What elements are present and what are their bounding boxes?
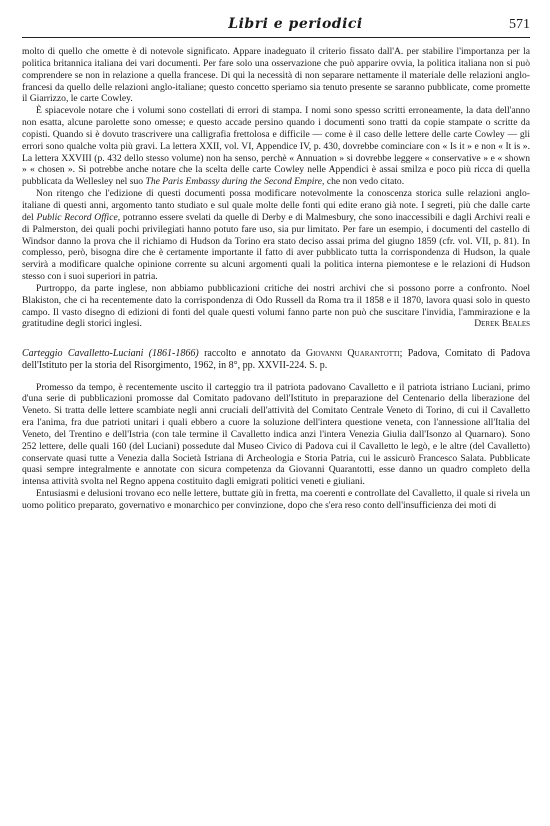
page-number: 571 <box>508 17 530 32</box>
running-head-title: Libri e periodici <box>228 16 363 32</box>
book-title: The Paris Embassy during the Second Empire, <box>145 176 325 188</box>
review-beales <box>22 46 530 330</box>
paragraph: È spiacevole notare che i volumi sono costellati di errori di stampa. I nomi sono spesso scritti erroneamente, la data dell'anno non esatta, alcune parolette sono omesse; e questo accade persino quando i documenti sono tratti da copie stampate o scritte da copisti. Quando si è dovuto trascrivere una calligrafia frettolosa e difficile — come è il caso delle lettere delle carte Cowley — gli errori sono qualche volta più gravi. La lettera XXII, vol. VI, Appendice IV, p. 430, dovrebbe cominciare con « Is it » e non « It is ». La lettera XXVIII (p. 432 dello stesso volume) non ha senso, perchè « Annuation » si dovrebbe leggere « conservative » e « shown » « chosen ». Si potrebbe anche notare che la scelta delle carte Cowley nelle Appendici è assai smilza e poco più ricca di quella pubblicata da Wellesley nel suo The Paris Embassy during the Second Empire, che non vedo citato. <box>22 105 530 188</box>
paragraph: Purtroppo, da parte inglese, non abbiamo pubblicazioni critiche dei nostri archivi che si possono porre a confronto. Noel Blakiston, che ci ha recentemente dato la corrispondenza di Odo Russell da Roma tra il 1858 e il 1870, lavora quasi solo in questo campo. Il vasto disegno di edizioni di fonti del quale questi volumi fanno parte non può che suscitare l'invidia, l'ammirazione e la gratitudine degli storici inglesi. <box>22 282 530 330</box>
paragraph: Promesso da tempo, è recentemente uscito il carteggio tra il patriota padovano Cavalletto e il patriota istriano Luciani, primo d'una serie di pubblicazioni promosse dal Comitato padovano dell'Istituto in preparazione del Centenario della liberazione del Veneto. Si tratta delle lettere scambiate negli anni cruciali dell'attività del Comitato Centrale Veneto di Torino, di cui il Cavalletto era l'anima, fra due patrioti unitari i quali ebbero a cuore la soluzione dell'intera questione veneta, con l'annessione all'Italia del Veneto, del Trentino e dell'Istria (con tale termine il Cavalletto indica anzi l'intera Venezia Giulia dall'Isonzo al Quarnaro). Sono 252 lettere, delle quali 160 (del Luciani) possedute dal Museo Civico di Padova cui il Cavalletto le legò, e le altre (del Cavalletto) conservate quasi tutte a Venezia dalla Società Istriana di Archeologia e Storia Patria, cui le assicurò Francesco Salata. Pubblicate quasi sempre integralmente e annotate con sicura competenza da Giovanni Quarantotti, esse danno un quadro completo della intensa attività svolta nel Regno appena costituito dagli emigrati politici veneti e giuliani. <box>22 381 530 488</box>
review-cavalletto <box>22 382 530 512</box>
review-heading: Carteggio Cavalletto-Luciani (1861-1866) raccolto e annotato da Giovanni Quarantotti; Padova, Comitato di Padova dell'Istituto per la storia del Risorgimento, 1962, in 8°, pp. XXVII-224. S. p. <box>22 348 531 372</box>
author-signature: Derek Beales <box>474 318 530 330</box>
book-title: Carteggio Cavalletto-Luciani (1861-1866) <box>22 348 199 360</box>
archive-name: Public Record Office, <box>36 211 121 223</box>
paragraph: Entusiasmi e delusioni trovano eco nelle lettere, buttate giù in fretta, ma coerenti e controllate del Cavalletto, il quale si rivela un uomo politico preparato, governativo e monarchico per convinzione, dopo che s'era reso conto dell'insufficienza dei moti di <box>22 488 530 511</box>
paragraph: Non ritengo che l'edizione di questi documenti possa modificare notevolmente la conoscenza storica sulle relazioni anglo-italiane di questi anni, argomento tanto studiato e sul quale molte delle fonti qui edite erano già note. I segreti, più che dalle carte del Public Record Office, potranno essere svelati da quelle di Derby e di Malmesbury, che sono inaccessibili e dagli Archivi reali e di Palmerston, dei quali pochi privilegiati hanno potuto fare uso, sia pur limitato. Per fare un esempio, i documenti del castello di Windsor danno la prova che il richiamo di Hudson da Torino era stato deciso assai prima del giugno 1859 (cfr. vol. VII, p. 81). In complesso, però, bisogna dire che è certamente importante il fatto di aver pubblicato tutta la corrispondenza di Hudson, la quale servirà a modificare qualche opinione corrente su alcuni argomenti quali la politica interna piemontese e le relazioni di Hudson stesso con i suoi superiori in patria. <box>22 188 531 283</box>
paragraph: molto di quello che omette è di notevole significato. Appare inadeguato il criterio fissato dall'A. per stabilire l'importanza per la politica britannica italiana dei vari documenti. Per fare solo una osservazione che può apparire ovvia, la politica italiana non si può comprendere se non in relazione a quella francese. Di qui la necessità di non separare nettamente il materiale delle relazioni anglo-francesi da quello delle relazioni anglo-italiane; questo concetto speriamo sia tenuto presente se saranno pubblicate, come promette il Giarrizzo, le carte Cowley. <box>22 46 530 105</box>
editor-name: Giovanni Quarantotti; <box>305 348 403 360</box>
running-head <box>22 16 530 38</box>
